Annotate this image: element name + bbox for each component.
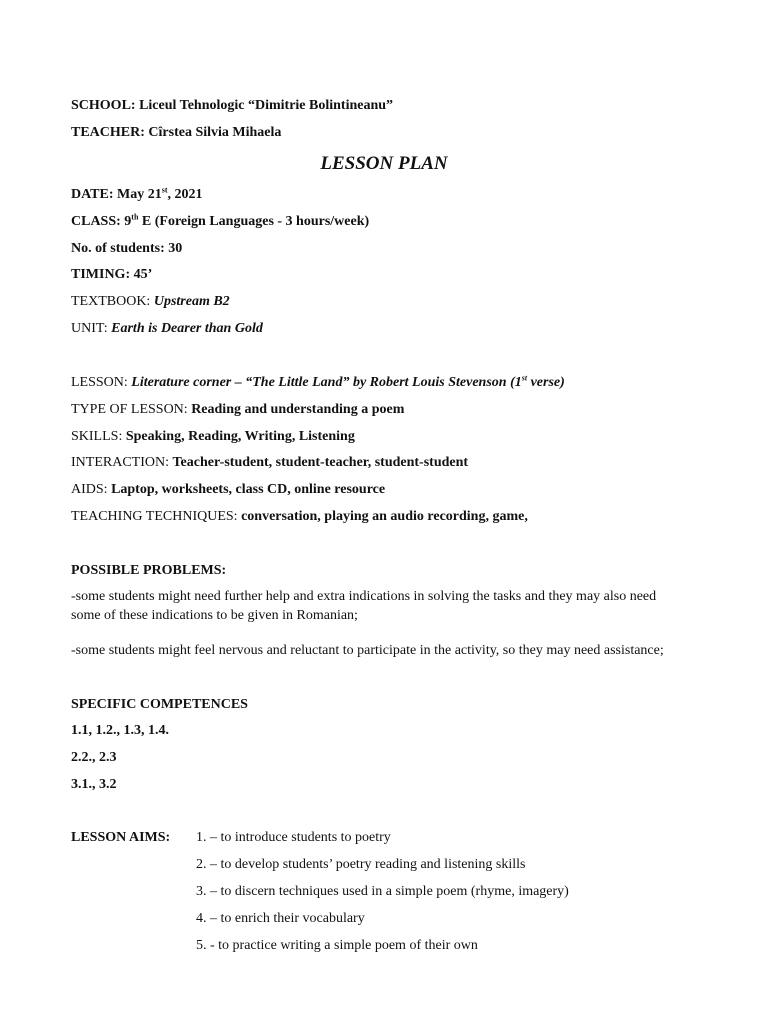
type-line: [71, 402, 404, 418]
timing-line: [71, 267, 152, 283]
teacher-value: Cîrstea Silvia Mihaela: [148, 125, 282, 140]
date-label: DATE:: [71, 187, 114, 202]
aims-label: LESSON AIMS:: [71, 830, 171, 845]
techniques-line: [71, 509, 528, 525]
unit-label: UNIT:: [71, 321, 108, 336]
textbook-line: [71, 294, 230, 310]
competence-item: 1.1, 1.2., 1.3, 1.4.: [71, 723, 169, 738]
school-line: [71, 98, 393, 114]
school-label: SCHOOL:: [71, 98, 136, 113]
date-value: May 21st, 2021: [117, 185, 203, 202]
aim-item: 5. - to practice writing a simple poem of their own: [196, 938, 478, 953]
class-value: 9th E (Foreign Languages - 3 hours/week): [124, 212, 370, 229]
lesson-value: Literature corner – “The Little Land” by Robert Louis Stevenson (1st verse): [131, 373, 565, 390]
interaction-line: [71, 455, 468, 471]
students-value: 30: [168, 241, 183, 256]
aim-item: 2. – to develop students’ poetry reading and listening skills: [196, 857, 526, 872]
textbook-label: TEXTBOOK:: [71, 294, 151, 309]
aids-label: AIDS:: [71, 482, 108, 497]
textbook-value: Upstream B2: [153, 294, 230, 309]
class-line: [71, 214, 369, 230]
techniques-value: conversation, playing an audio recording, game,: [241, 509, 528, 524]
type-value: Reading and understanding a poem: [191, 402, 405, 417]
lesson-line: [71, 375, 565, 391]
date-line: [71, 187, 203, 203]
aim-item: 3. – to discern techniques used in a simple poem (rhyme, imagery): [196, 884, 569, 899]
problem-item: -some students might need further help and extra indications in solving the tasks and they may also need some of these indications to be given in Romanian;: [71, 589, 657, 623]
interaction-label: INTERACTION:: [71, 455, 169, 470]
skills-label: SKILLS:: [71, 429, 123, 444]
aids-value: Laptop, worksheets, class CD, online resource: [111, 482, 386, 497]
aids-line: [71, 482, 385, 498]
teacher-line: [71, 125, 281, 141]
competence-item: 3.1., 3.2: [71, 777, 117, 792]
timing-label: TIMING:: [71, 267, 131, 282]
problems-heading: POSSIBLE PROBLEMS:: [71, 563, 227, 578]
timing-value: 45’: [133, 267, 153, 282]
problem-item: -some students might feel nervous and reluctant to participate in the activity, so they may need assistance;: [71, 643, 664, 658]
competence-item: 2.2., 2.3: [71, 750, 117, 765]
aim-item: 4. – to enrich their vocabulary: [196, 911, 365, 926]
interaction-value: Teacher-student, student-teacher, student-student: [172, 455, 469, 470]
lesson-label: LESSON:: [71, 375, 128, 390]
unit-value: Earth is Dearer than Gold: [111, 321, 263, 336]
skills-line: [71, 429, 355, 445]
page-title: LESSON PLAN: [320, 153, 448, 174]
class-label: CLASS:: [71, 214, 121, 229]
unit-line: [71, 321, 263, 337]
students-label: No. of students:: [71, 241, 165, 256]
school-value: Liceul Tehnologic “Dimitrie Bolintineanu”: [139, 98, 394, 113]
skills-value: Speaking, Reading, Writing, Listening: [125, 429, 355, 444]
type-label: TYPE OF LESSON:: [71, 402, 188, 417]
teacher-label: TEACHER:: [71, 125, 145, 140]
competences-heading: SPECIFIC COMPETENCES: [71, 697, 248, 712]
students-line: [71, 241, 182, 257]
aim-item: 1. – to introduce students to poetry: [196, 830, 391, 845]
techniques-label: TEACHING TECHNIQUES:: [71, 509, 238, 524]
